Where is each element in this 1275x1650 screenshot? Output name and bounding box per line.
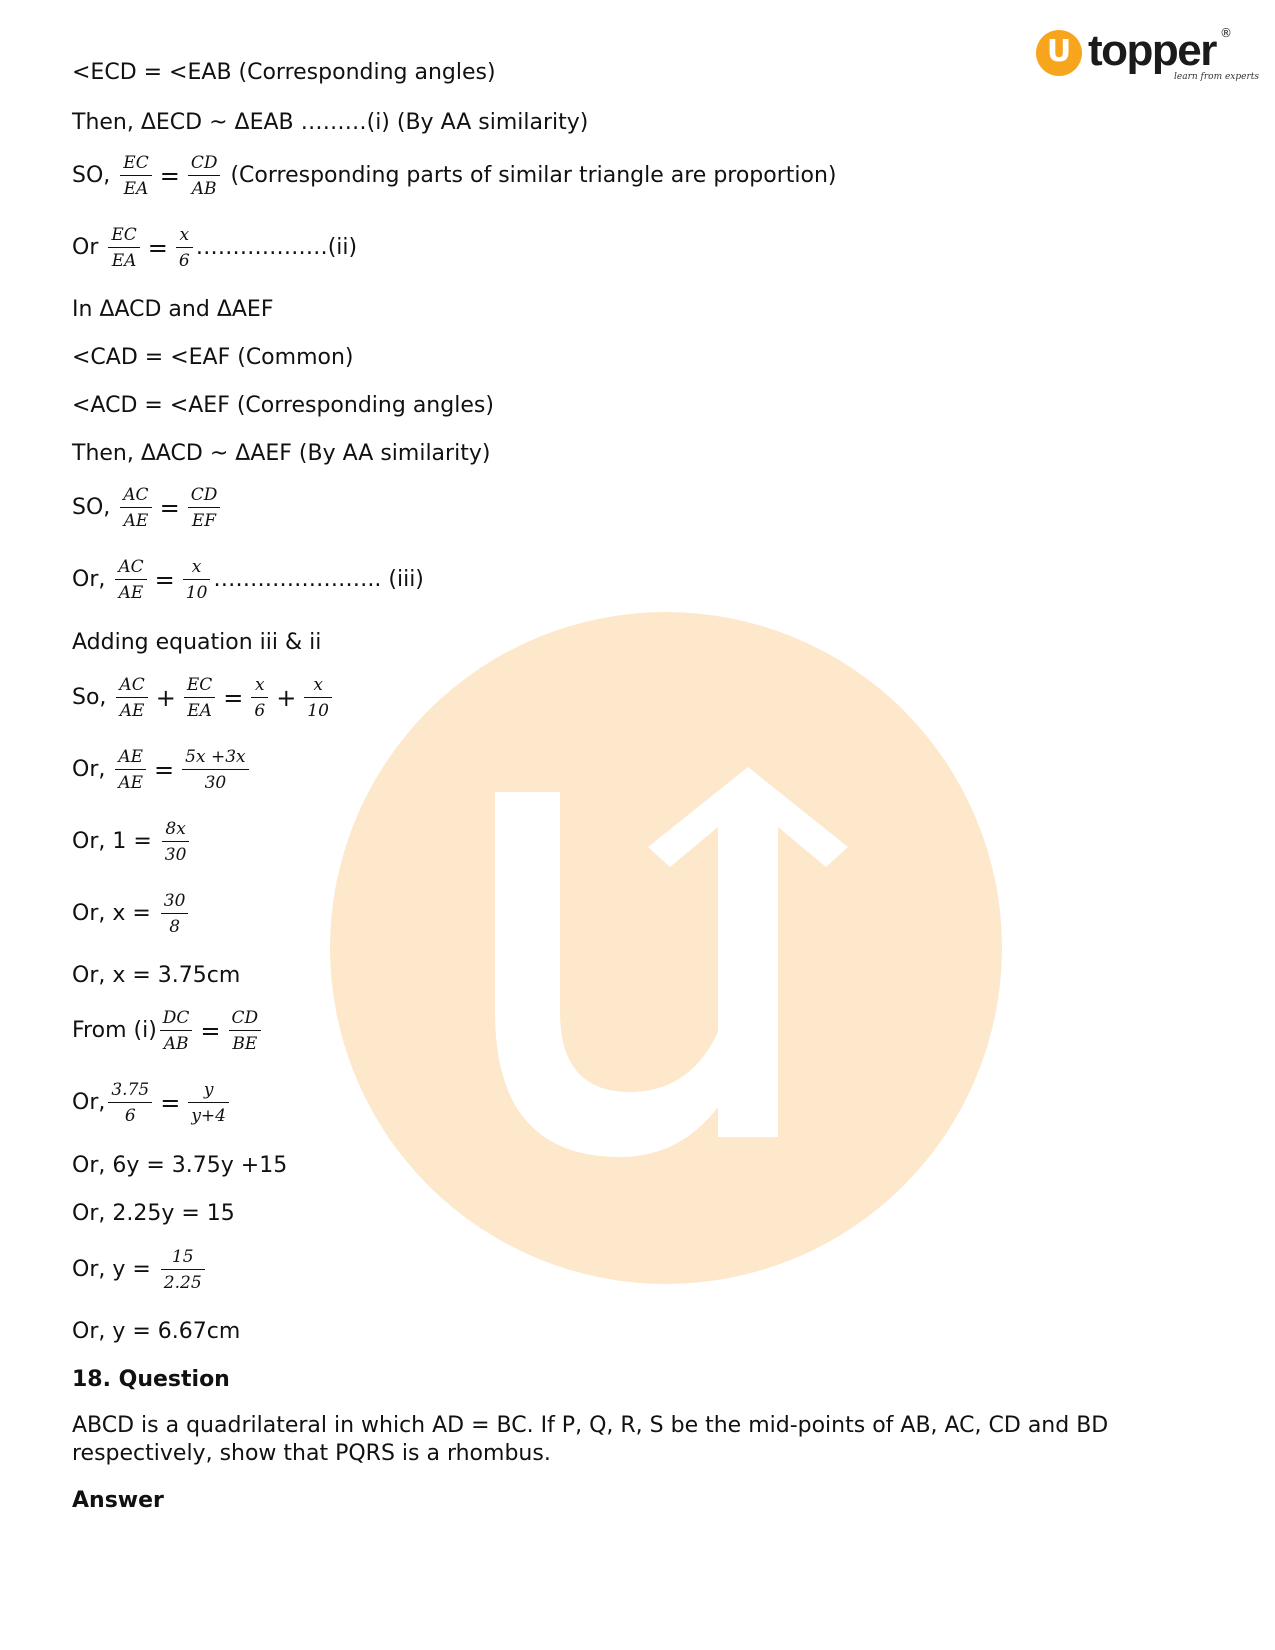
fraction: $\frac{EC}{EA}$ <box>120 153 151 199</box>
fraction: $\frac{AE}{AE}$ <box>115 747 146 793</box>
fraction: $\frac{CD}{EF}$ <box>188 485 221 531</box>
fraction: $\frac{30}{8}$ <box>161 891 189 937</box>
line-combined: Or, $\frac{AE}{AE}$ = $\frac{5x +3x}{30}$ <box>72 747 252 793</box>
fraction: $\frac{x}{10}$ <box>183 557 211 603</box>
line-cad-eaf: <CAD = <EAF (Common) <box>72 345 354 370</box>
line-equation-iii: Or, $\frac{AC}{AE}$ = $\frac{x}{10}$ ………………….. (iii) <box>72 557 424 603</box>
fraction: $\frac{CD}{AB}$ <box>188 153 221 199</box>
fraction: $\frac{EC}{EA}$ <box>184 675 215 721</box>
line-similarity-i: Then, ΔECD ~ ΔEAB ………(i) (By AA similarity) <box>72 110 589 135</box>
fraction: $\frac{y}{y+4}$ <box>188 1080 229 1126</box>
logo-wordmark: topper <box>1088 26 1216 75</box>
watermark-logo-icon <box>330 612 1002 1284</box>
fraction: $\frac{CD}{BE}$ <box>229 1008 262 1054</box>
fraction: $\frac{x}{10}$ <box>304 675 332 721</box>
line-sum-fractions: So, $\frac{AC}{AE}$ + $\frac{EC}{EA}$ = $\frac{x}{6}$ + $\frac{x}{10}$ <box>72 675 335 721</box>
fraction: $\frac{AC}{AE}$ <box>116 675 147 721</box>
line-proportion-ac: SO, $\frac{AC}{AE}$ = $\frac{CD}{EF}$ <box>72 485 223 531</box>
fraction: $\frac{DC}{AB}$ <box>160 1008 193 1054</box>
line-y-proportion: Or, $\frac{3.75}{6}$ = $\frac{y}{y+4}$ <box>72 1080 232 1126</box>
fraction: $\frac{AC}{AE}$ <box>115 557 146 603</box>
line-adding-equations: Adding equation iii & ii <box>72 630 322 655</box>
line-x-result: Or, x = 3.75cm <box>72 963 241 988</box>
line-similarity-acd: Then, ΔACD ~ ΔAEF (By AA similarity) <box>72 441 491 466</box>
line-ecd-eab: <ECD = <EAB (Corresponding angles) <box>72 60 496 85</box>
fraction: $\frac{15}{2.25}$ <box>161 1247 205 1293</box>
fraction: $\frac{8x}{30}$ <box>162 819 190 865</box>
question-title: 18. Question <box>72 1367 230 1392</box>
line-triangles-acd-aef: In ΔACD and ΔAEF <box>72 297 274 322</box>
line-2-25y: Or, 2.25y = 15 <box>72 1201 235 1226</box>
topper-logo <box>1036 26 1260 84</box>
fraction: $\frac{x}{6}$ <box>176 225 193 271</box>
line-from-i: From (i) $\frac{DC}{AB}$ = $\frac{CD}{BE}$ <box>72 1008 264 1054</box>
line-y-fraction: Or, y = $\frac{15}{2.25}$ <box>72 1247 208 1293</box>
question-text: ABCD is a quadrilateral in which AD = BC. If P, Q, R, S be the mid-points of AB, AC, CD and BD respectively, show that PQRS is a rhombus. <box>72 1413 1109 1466</box>
registered-mark: ® <box>1220 26 1232 40</box>
line-x-fraction: Or, x = $\frac{30}{8}$ <box>72 891 191 937</box>
fraction: $\frac{5x +3x}{30}$ <box>182 747 248 793</box>
line-6y: Or, 6y = 3.75y +15 <box>72 1153 288 1178</box>
fraction: $\frac{x}{6}$ <box>251 675 268 721</box>
line-note: (Corresponding parts of similar triangle are proportion) <box>230 163 837 188</box>
answer-heading: Answer <box>72 1488 164 1513</box>
line-prefix: SO, <box>72 163 118 188</box>
fraction: $\frac{EC}{EA}$ <box>108 225 139 271</box>
line-one-equals: Or, 1 = $\frac{8x}{30}$ <box>72 819 192 865</box>
logo-tagline: learn from experts <box>1174 72 1260 82</box>
logo-u-icon: U <box>1036 30 1082 76</box>
fraction: $\frac{AC}{AE}$ <box>120 485 151 531</box>
line-acd-aef: <ACD = <AEF (Corresponding angles) <box>72 393 494 418</box>
line-equation-ii: Or $\frac{EC}{EA}$ = $\frac{x}{6}$ ………………(ii) <box>72 225 358 271</box>
line-y-result: Or, y = 6.67cm <box>72 1319 241 1344</box>
fraction: $\frac{3.75}{6}$ <box>108 1080 152 1126</box>
line-proportion-ec: SO, $\frac{EC}{EA}$ = $\frac{CD}{AB}$ (Corresponding parts of similar triangle are proportion) <box>72 153 837 199</box>
